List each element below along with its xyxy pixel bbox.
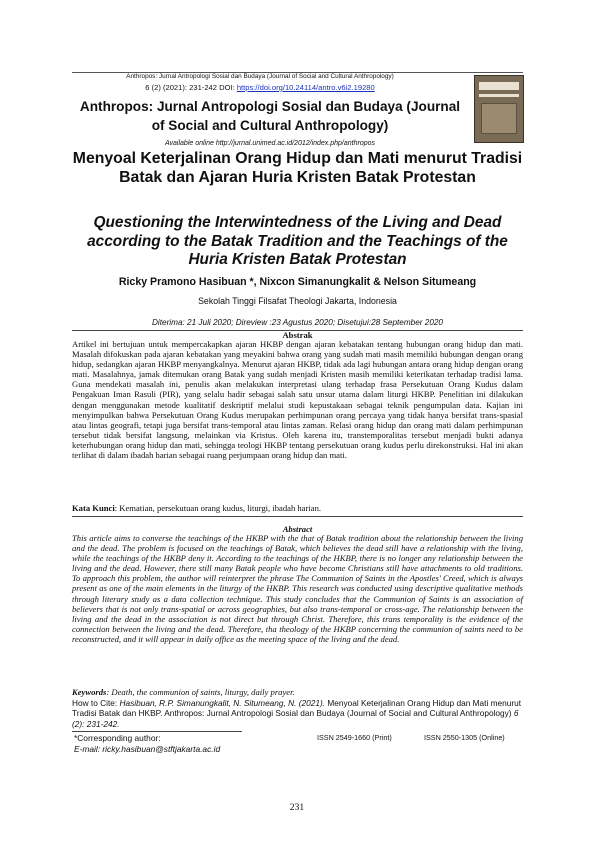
journal-cover-image bbox=[474, 75, 524, 143]
issn-online: ISSN 2550-1305 (Online) bbox=[424, 733, 505, 742]
cite-text: Menyoal Keterjalinan Orang Hidup dan Mati menurut Tradisi Batak dan HKBP. Anthropos: Jurnal Antropologi Sosial dan Budaya (Journal of Social and Cultural Anthropology) bbox=[72, 698, 522, 719]
abstract-middle-rule bbox=[72, 516, 523, 517]
abstract-heading: Abstract bbox=[282, 524, 313, 534]
page-number: 231 bbox=[289, 802, 305, 813]
authors: Ricky Pramono Hasibuan *, Nixcon Simanungkalit & Nelson Situmeang bbox=[118, 276, 477, 288]
kata-kunci bbox=[72, 503, 523, 513]
doi-link[interactable]: https://doi.org/10.24114/antro.v6i2.19280 bbox=[236, 83, 375, 92]
article-title-english: Questioning the Interwintedness of the Living and Dead according to the Batak Tradition and the Teachings of the Huria Kristen Batak Protestan bbox=[87, 214, 508, 268]
submission-dates: Diterima: 21 Juli 2020; Direview :23 Agustus 2020; Disetujui:28 September 2020 bbox=[152, 318, 443, 327]
issn-print: ISSN 2549-1660 (Print) bbox=[317, 733, 392, 742]
abstract-body: This article aims to converse the teachings of the HKBP with the that of Batak tradition about the relationship between the living and the dead. The problem is focused on the teachings of Batak, which believes the dead still have a relationship with the living, while the teachings of the HKBP deny it. According to the teachings of the HKBP, there is no longer any relationship between the living and the dead. However, there still many Batak people who have become Christians still have attachments to old traditions. To approach this problem, the author will reinterpret the phrase The Communion of Saints in the Apostles' Creed, which is always present as one of the main elements in the liturgy of the HKBP. This research was conducted using descriptive qualitative methods through literary study as a data collection technique. This study concludes that the Communion of Saints is an association of believers that is not only trans-spatial or across geographies, but also trans-temporal or cross-age. The relationship between the living and the dead in the association is not direct but through Christ. Therefore, this trans temporality is the evidence of the connection between the living and the dead. Therefore, tha theology of the HKBP concerning the communion of saints need to be reconstructed, and it will appear in daily office as the meeting space of the living and the dead. bbox=[72, 533, 523, 644]
running-head bbox=[80, 73, 440, 82]
available-online: Available online http://jurnal.unimed.ac.id/2012/index.php/anthropos bbox=[164, 140, 376, 147]
keywords-label: Keywords bbox=[72, 687, 107, 697]
how-to-cite bbox=[72, 698, 523, 729]
keywords-list: : Death, the communion of saints, liturgy, daily prayer. bbox=[106, 687, 295, 697]
affiliation: Sekolah Tinggi Filsafat Theologi Jakarta, Indonesia bbox=[198, 296, 397, 306]
article-title-indonesian: Menyoal Keterjalinan Orang Hidup dan Mati menurut Tradisi Batak dan Ajaran Huria Kristen Batak Protestan bbox=[72, 150, 523, 186]
kata-kunci-list: : Kematian, persekutuan orang kudus, liturgi, ibadah harian. bbox=[114, 503, 322, 513]
volume-pages: 6 (2) (2021): 231-242 DOI: bbox=[145, 83, 237, 92]
author-email[interactable]: E-mail: ricky.hasibuan@stftjakarta.ac.id bbox=[74, 744, 221, 754]
journal-name: Anthropos: Jurnal Antropologi Sosial dan Budaya (Journal of Social and Cultural Anthropology) bbox=[79, 99, 461, 133]
footnote-rule bbox=[72, 731, 242, 732]
kata-kunci-label: Kata Kunci bbox=[72, 503, 115, 513]
abstrak-heading: Abstrak bbox=[282, 330, 313, 340]
cite-volume: 6 (2): 231-242. bbox=[72, 708, 519, 729]
cite-label: How to Cite: bbox=[72, 698, 120, 708]
corresponding-author: *Corresponding author: bbox=[74, 733, 161, 743]
running-head-journal: Anthropos: Jurnal Antropologi Sosial dan Budaya (Journal of Social and Cultural Anthropology) bbox=[126, 73, 394, 80]
doi-line bbox=[80, 83, 440, 92]
abstrak-body: Artikel ini bertujuan untuk mempercakapkan ajaran HKBP dengan ajaran kebatakan tentang hubungan orang hidup dan mati. Masalah difokuskan pada ajaran kebatakan yang meyakini bahwa orang yang sudah mati masih memiliki hubungan dengan orang hidup, sedangkan ajaran HKBP menyangkalnya. Menurut ajaran HKBP, tidak ada lagi hubungan antara orang hidup dengan orang mati. Masalahnya, jamak ditemukan orang Batak yang sudah menjadi Kristen masih memiliki keterikatan terhadap tradisi lama. Guna mendekati masalah ini, penulis akan melakukan interpretasi ulang terhadap frasa Persekutuan Orang Kudus dalam Pengakuan Iman Rasuli (PIR), yang selalu hadir sebagai salah satu unsur utama dalam liturgi HKBP. Penelitian ini dilakukan dengan menggunakan metode kualitatif deskriptif melalui studi kepustakaan sebagai teknik pengumpulan data. Kajian ini menyimpulkan bahwa Persekutuan Orang Kudus merupakan perhimpunan orang percaya yang tidak hanya bersifat trans-spasial atau lintas geografi, tetapi juga bersifat trans-temporal atau lintas zaman. Relasi orang hidup dan orang mati dalam perhimpunan tersebut tidak bersifat langsung, melainkan via Kristus. Oleh karena itu, transtemporalitas tersebut menjadi bukti adanya keterhubungan orang hidup dan mati, sehingga teologi HKBP tentang persekutuan orang kudus perlu direkonstruksi. Hal ini akan terlihat di dalam ibadah harian sebagai ruang perjumpaan orang hidup dan mati. bbox=[72, 339, 523, 461]
keywords bbox=[72, 687, 523, 697]
cite-authors: Hasibuan, R.P. Simanungkalit, N. Situmeang, N. (2021). bbox=[119, 698, 326, 708]
